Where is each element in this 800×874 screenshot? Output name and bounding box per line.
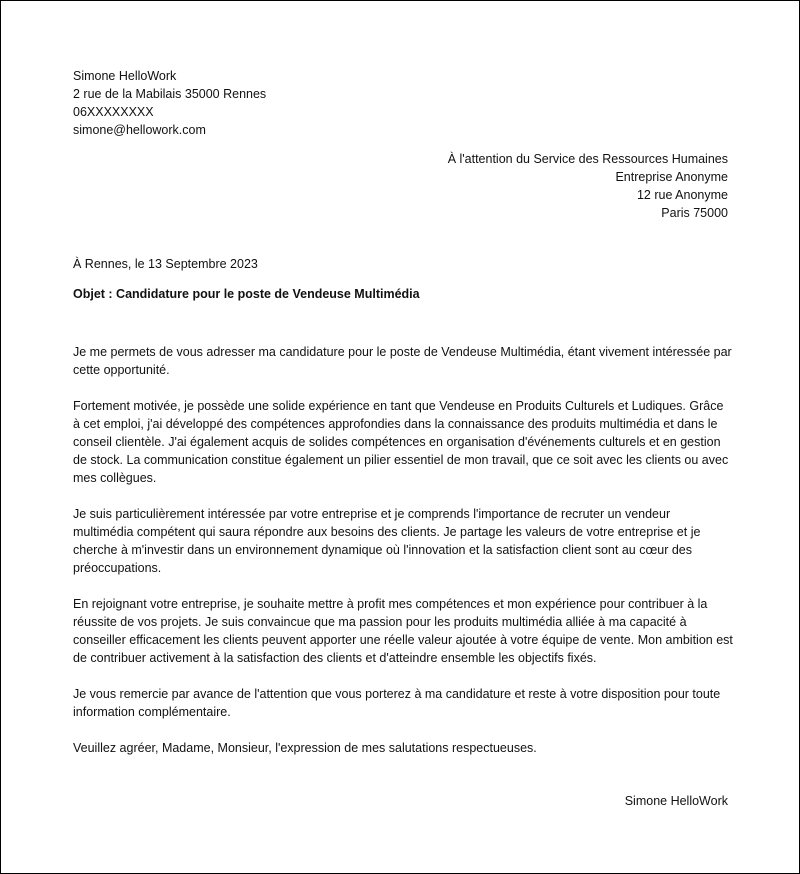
paragraph-experience: Fortement motivée, je possède une solide expérience en tant que Vendeuse en Produits Culturels et Ludiques. Grâce à cet emploi, j'ai développé des compétences approfondies dans la connaissance des produits multimédia et dans le conseil clientèle. J'ai également acquis de solides compétences en organisation d'événements culturels et en gestion de stock. La communication constitue également un pilier essentiel de mon travail, que ce soit avec les clients ou avec mes collègues. bbox=[73, 399, 729, 485]
paragraph-thanks: Je vous remercie par avance de l'attention que vous porterez à ma candidature et reste à votre disposition pour toute information complémentaire. bbox=[73, 687, 721, 719]
signature: Simone HelloWork bbox=[624, 794, 728, 808]
letter-body bbox=[73, 343, 733, 775]
sender-email: simone@hellowork.com bbox=[73, 123, 206, 137]
subject-line: Objet : Candidature pour le poste de Vendeuse Multimédia bbox=[73, 287, 420, 301]
paragraph-closing: Veuillez agréer, Madame, Monsieur, l'expression de mes salutations respectueuses. bbox=[73, 741, 537, 755]
sender-name: Simone HelloWork bbox=[73, 69, 177, 83]
sender-phone: 06XXXXXXXX bbox=[73, 105, 154, 119]
paragraph-contribution: En rejoignant votre entreprise, je souhaite mettre à profit mes compétences et mon expérience pour contribuer à la réussite de vos projets. Je suis convaincue que ma passion pour les produits multimédia alliée à ma capacité à conseiller efficacement les clients peuvent apporter une réelle valeur ajoutée à votre équipe de vente. Mon ambition est de contribuer activement à la satisfaction des clients et d'atteindre ensemble les objectifs fixés. bbox=[73, 597, 733, 665]
paragraph-intro: Je me permets de vous adresser ma candidature pour le poste de Vendeuse Multimédia, étant vivement intéressée par cette opportunité. bbox=[73, 345, 732, 377]
recipient-company: Entreprise Anonyme bbox=[615, 170, 728, 184]
date-line: À Rennes, le 13 Septembre 2023 bbox=[73, 257, 258, 271]
paragraph-company: Je suis particulièrement intéressée par votre entreprise et je comprends l'importance de recruter un vendeur multimédia compétent qui saura répondre aux besoins des clients. Je partage les valeurs de votre entreprise et je cherche à m'investir dans un environnement dynamique où l'innovation et la satisfaction client sont au cœur des préoccupations. bbox=[73, 507, 701, 575]
recipient-street: 12 rue Anonyme bbox=[636, 188, 728, 202]
recipient-attention: À l'attention du Service des Ressources Humaines bbox=[447, 152, 728, 166]
sender-address: 2 rue de la Mabilais 35000 Rennes bbox=[73, 87, 267, 101]
sender-block bbox=[73, 67, 266, 139]
recipient-block bbox=[448, 150, 728, 222]
recipient-city: Paris 75000 bbox=[661, 206, 728, 220]
